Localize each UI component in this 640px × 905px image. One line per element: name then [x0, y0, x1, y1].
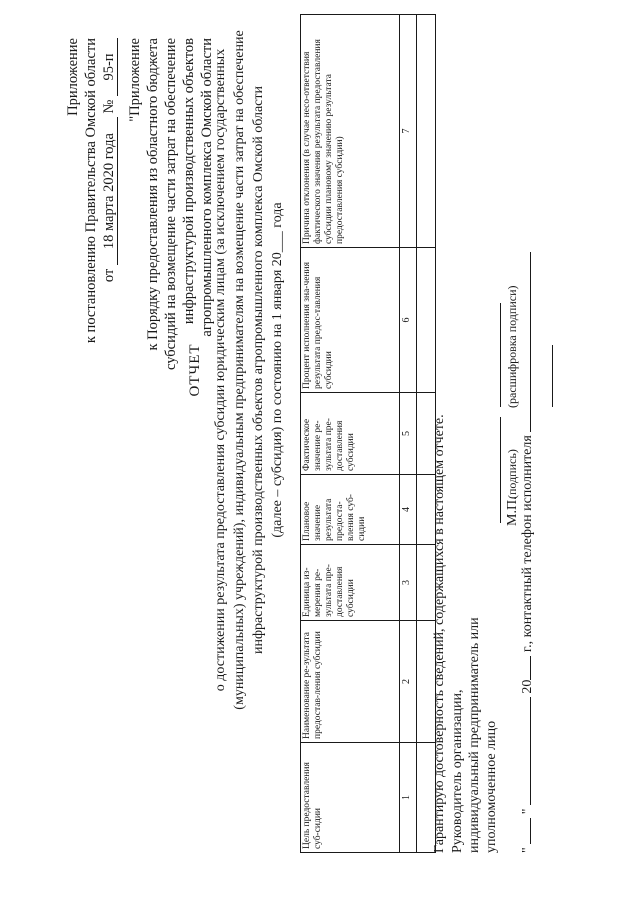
- column-header: Фактическое значение ре-зультата пре-доставления субсидии: [301, 393, 400, 475]
- column-number: 4: [400, 475, 417, 545]
- date-day-blank: [530, 818, 531, 844]
- signer-line: индивидуальный предприниматель или: [467, 617, 482, 853]
- transcript-caption: (расшифровка подписи): [505, 285, 519, 408]
- report-subtitle-line: о достижении результата предоставления субсидии юридическим лицам (за исключением государственных: [213, 48, 228, 692]
- signer-line: уполномоченное лицо: [484, 720, 499, 853]
- date-quote-close: ": [520, 808, 535, 815]
- year-blank: [530, 656, 531, 680]
- procedure-line: инфраструктурой производственных объектов: [181, 38, 197, 325]
- column-header: Плановое значение результата предоста-вления суб-сидии: [301, 475, 400, 545]
- phone-blank: [530, 252, 531, 432]
- date-month-blank: [530, 697, 531, 805]
- stamp-label: М.П.: [505, 496, 520, 526]
- resolution-date: 18 марта 2020 года: [102, 117, 118, 265]
- year-prefix: 20: [520, 679, 535, 694]
- number-prefix: №: [101, 99, 117, 114]
- phone-extra-line: [552, 345, 553, 407]
- report-subtitle-line: (далее – субсидия) по состоянию на 1 января 20___ года: [270, 202, 285, 538]
- procedure-line: агропромышленного комплекса Омской области: [199, 38, 215, 337]
- column-number: 3: [400, 545, 417, 621]
- signature-caption: (подпись): [505, 449, 519, 499]
- column-header: Единица из-мерения ре-зультата пре-доставления субсидии: [301, 545, 400, 621]
- guarantee-statement: Гарантирую достоверность сведений, содержащихся в настоящем отчете.: [432, 414, 447, 853]
- sub-appendix-label: "Приложение: [127, 38, 143, 122]
- table-cell: [417, 248, 436, 393]
- signature-line: [500, 417, 501, 523]
- column-header: Наименование ре-зультата предостав-ления субсидии: [301, 621, 400, 743]
- appendix-header: [64, 38, 118, 343]
- report-title-block: [186, 0, 287, 755]
- table-number-row: [400, 15, 417, 853]
- column-header: Причина отклонения (в случае несо-ответствия фактического значения результата предоставления субсидии плановому значению результата предоставления субсидии): [301, 15, 400, 248]
- report-title: ОТЧЕТ: [187, 343, 203, 397]
- report-subtitle-line: инфраструктурой производственных объектов агропромышленного комплекса Омской области: [251, 85, 266, 655]
- column-number: 6: [400, 248, 417, 393]
- column-number: 2: [400, 621, 417, 743]
- column-number: 1: [400, 743, 417, 853]
- column-header: Цель предоставления суб-сидии: [301, 743, 400, 853]
- table-cell: [417, 15, 436, 248]
- appendix-label: Приложение: [65, 38, 81, 116]
- report-table: [300, 14, 436, 853]
- report-subtitle-line: (муниципальных) учреждений), индивидуальным предпринимателям на возмещение части затрат на обеспечение: [232, 30, 247, 710]
- resolution-line: к постановлению Правительства Омской области: [83, 38, 99, 344]
- date-quote-open: ": [520, 847, 535, 853]
- table-header-row: [301, 15, 400, 853]
- transcript-line: [500, 303, 501, 407]
- column-header: Процент исполнения зна-чения результата предос-тавления субсидии: [301, 248, 400, 393]
- resolution-number: 95-п: [102, 38, 118, 96]
- resolution-date-number: [100, 38, 118, 343]
- column-number: 5: [400, 393, 417, 475]
- year-suffix: г., контактный телефон исполнителя: [520, 435, 535, 653]
- signer-line: Руководитель организации,: [450, 689, 465, 853]
- date-row: [520, 252, 536, 853]
- column-number: 7: [400, 15, 417, 248]
- from-prefix: от: [101, 268, 117, 283]
- procedure-line: к Порядку предоставления из областного бюджета: [145, 38, 161, 351]
- procedure-line: субсидий на возмещение части затрат на обеспечение: [163, 38, 179, 370]
